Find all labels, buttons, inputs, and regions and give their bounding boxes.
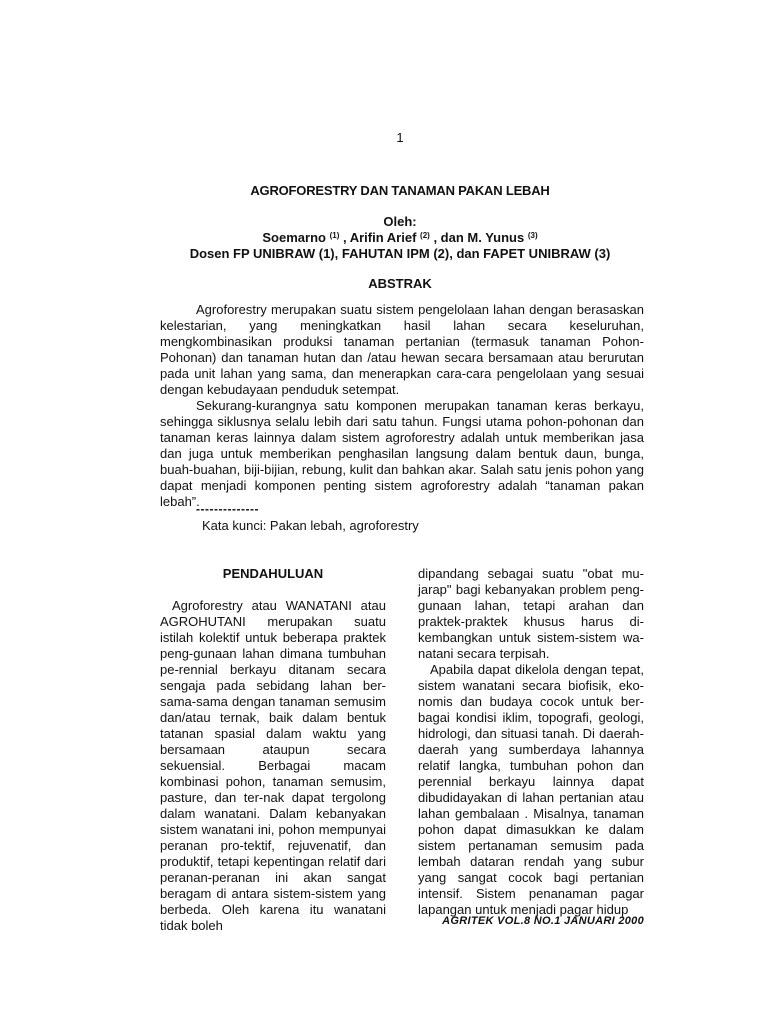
author-list [0,230,768,245]
author-name: M. Yunus [467,230,525,245]
journal-footer: AGRITEK VOL.8 NO.1 JANUARI 2000 [442,915,644,927]
author-name: Arifin Arief [349,230,417,245]
author-affiliation-marker: (2) [420,231,430,240]
body-paragraph: dipandang sebagai suatu "obat mu-jarap" bagi kebanyakan problem peng-gunaan lahan, tetapi arahan dan praktek-praktek khusus harus di-kembangkan untuk sistem-sistem wa-natani secara terpisah. [418,566,644,661]
author-affiliation-marker: (1) [329,231,340,240]
author-separator: , [339,230,350,245]
author-separator: , dan [429,230,468,245]
abstract-body [160,302,644,510]
right-column [418,566,644,918]
author-affiliation: Dosen FP UNIBRAW (1), FAHUTAN IPM (2), dan FAPET UNIBRAW (3) [189,246,611,261]
abstract-paragraph: Sekurang-kurangnya satu komponen merupakan tanaman keras berkayu, sehingga siklusnya selalu lebih dari satu tahun. Fungsi utama pohon-pohonan dan tanaman keras lainnya dalam sistem agroforestry adalah untuk memberikan jasa dan juga untuk memberikan penghasilan langsung dalam bentuk daun, bunga, buah-buahan, biji-bijian, rebung, kulit dan bahkan akar. Salah satu jenis pohon yang dapat menjadi komponen penting sistem agroforestry adalah “tanaman pakan lebah”. [160,398,644,509]
paper-title: AGROFORESTRY DAN TANAMAN PAKAN LEBAH [250,183,550,198]
author-name: Soemarno [262,230,326,245]
abstract-paragraph: Agroforestry merupakan suatu sistem pengelolaan lahan dengan berasaskan kelestarian, yang meningkatkan hasil lahan secara keseluruhan, mengkombinasikan produksi tanaman pertanian (termasuk tanaman Pohon-Pohonan) dan tanaman hutan dan /atau hewan secara bersamaan atau berurutan pada unit lahan yang sama, dan menerapkan cara-cara pengelolaan yang sesuai dengan kebudayaan penduduk setempat. [160,302,644,397]
left-column [160,566,386,934]
abstract-heading: ABSTRAK [368,276,432,291]
abstract-separator: -------------- [196,502,259,516]
author-affiliation-marker: (3) [527,231,538,240]
page-number: 1 [396,130,404,145]
keywords: Kata kunci: Pakan lebah, agroforestry [202,518,419,533]
body-paragraph: Agroforestry atau WANATANI atau AGROHUTANI merupakan suatu istilah kolektif untuk beberapa praktek peng-gunaan lahan dimana tumbuhan pe-rennial berkayu ditanam secara sengaja pada sebidang lahan ber-sama-sama dengan tanaman semusim dan/atau ternak, baik dalam bentuk tatanan spasial dalam waktu yang bersamaan ataupun secara sekuensial. Berbagai macam kombinasi pohon, tanaman semusim, pasture, dan ter-nak dapat tergolong dalam wanatani. Dalam kebanyakan sistem wanatani ini, pohon mempunyai peranan pro-tektif, rejuvenatif, dan produktif, tetapi kepentingan relatif dari peranan-peranan ini akan sangat beragam di antara sistem-sistem yang berbeda. Oleh karena itu wanatani tidak boleh [160,598,386,933]
body-paragraph: Apabila dapat dikelola dengan tepat, sistem wanatani secara biofisik, eko-nomis dan budaya cocok untuk ber-bagai kondisi iklim, topografi, geologi, hidrologi, dan situasi tanah. Di daerah-daerah yang sumberdaya lahannya relatif langka, tumbuhan pohon dan perennial berkayu lainnya dapat dibudidayakan di lahan pertanian atau lahan gembalaan . Misalnya, tanaman pohon dapat dimasukkan ke dalam sistem pertanaman semusim pada lembah dataran rendah yang subur yang sangat cocok bagi pertanian intensif. Sistem penanaman pagar lapangan untuk menjadi pagar hidup [418,662,644,917]
byline-label: Oleh: [383,214,417,229]
section-heading: PENDAHULUAN [222,566,324,581]
